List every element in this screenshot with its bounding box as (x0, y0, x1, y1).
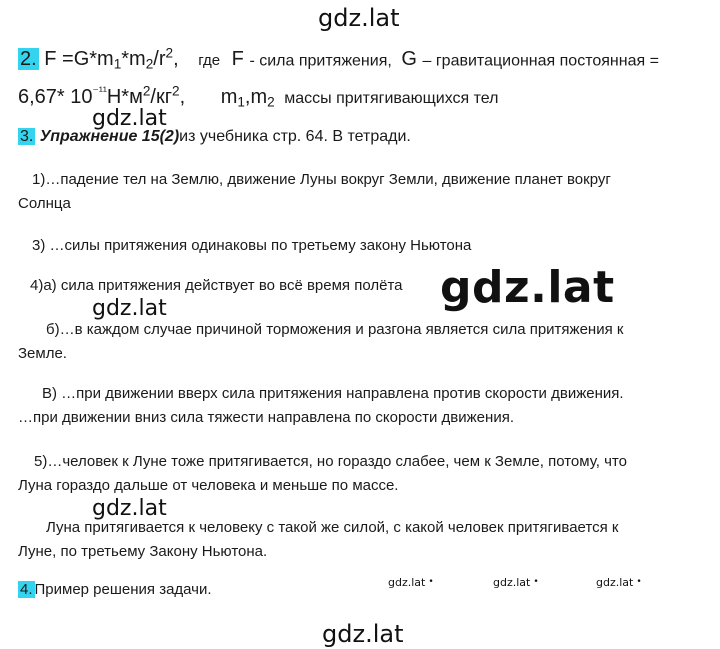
exercise-header (18, 128, 411, 146)
answer-4a: 4)а) сила притяжения действует во всё время полёта (30, 277, 403, 294)
answer-5b-line-1: Луна притягивается к человеку с такой же силой, с какой человек притягивается к (46, 519, 619, 536)
watermark-small-3: gdz.lat • (596, 576, 642, 589)
answer-1-line-2: Солнца (18, 195, 71, 212)
watermark-small-1: gdz.lat • (388, 576, 434, 589)
answer-4v-line-1: В) …при движении вверх сила притяжения направлена против скорости движения. (42, 385, 624, 402)
exercise-title: Упражнение 15(2) (39, 128, 180, 145)
watermark-large: gdz.lat (440, 262, 615, 313)
item-number-3: 3. (20, 128, 34, 145)
answer-3: 3) …силы притяжения одинаковы по третьему закону Ньютона (32, 237, 472, 254)
exercise-intro: из учебника стр. 64. В тетради. (179, 128, 411, 145)
constant-line (18, 84, 498, 110)
answer-5-line-1: 5)…человек к Луне тоже притягивается, но гораздо слабее, чем к Земле, потому, что (34, 453, 627, 470)
example-header (18, 581, 212, 598)
symbol-g: G (401, 48, 417, 71)
masses-description: массы притягивающихся тел (284, 90, 499, 108)
formula-gravity: $F =G*m_1*m_2/r^2$, (44, 46, 179, 72)
item-number-2: 2. (20, 48, 37, 71)
watermark-bottom: gdz.lat (322, 620, 404, 648)
example-text: Пример решения задачи. (34, 581, 212, 598)
constant-value: 6,67* $10^{^{-11}}Н*м^2/кг^2$, (18, 84, 186, 109)
watermark-top: gdz.lat (318, 4, 400, 32)
masses-symbols: $m_1,m_2$ (220, 86, 275, 110)
watermark-lower-left: gdz.lat (92, 496, 167, 521)
answer-4b-line-1: б)…в каждом случае причиной торможения и разгона является сила притяжения к (46, 321, 624, 338)
symbol-f: F (231, 48, 244, 71)
item-number-4: 4. (20, 581, 33, 598)
where-label: где (198, 52, 221, 70)
watermark-middle-left: gdz.lat (92, 296, 167, 321)
answer-1-line-1: 1)…падение тел на Землю, движение Луны вокруг Земли, движение планет вокруг (32, 171, 611, 188)
answer-4v-line-2: …при движении вниз сила тяжести направлена по скорости движения. (18, 409, 514, 426)
watermark-upper-left: gdz.lat (92, 106, 167, 131)
constant-description: – гравитационная постоянная = (422, 52, 659, 70)
answer-5-line-2: Луна гораздо дальше от человека и меньше по массе. (18, 477, 399, 494)
force-description: - сила притяжения, (249, 52, 392, 70)
answer-5b-line-2: Луне, по третьему Закону Ньютона. (18, 543, 268, 560)
formula-line (18, 46, 659, 72)
answer-4b-line-2: Земле. (18, 345, 67, 362)
watermark-small-2: gdz.lat • (493, 576, 539, 589)
